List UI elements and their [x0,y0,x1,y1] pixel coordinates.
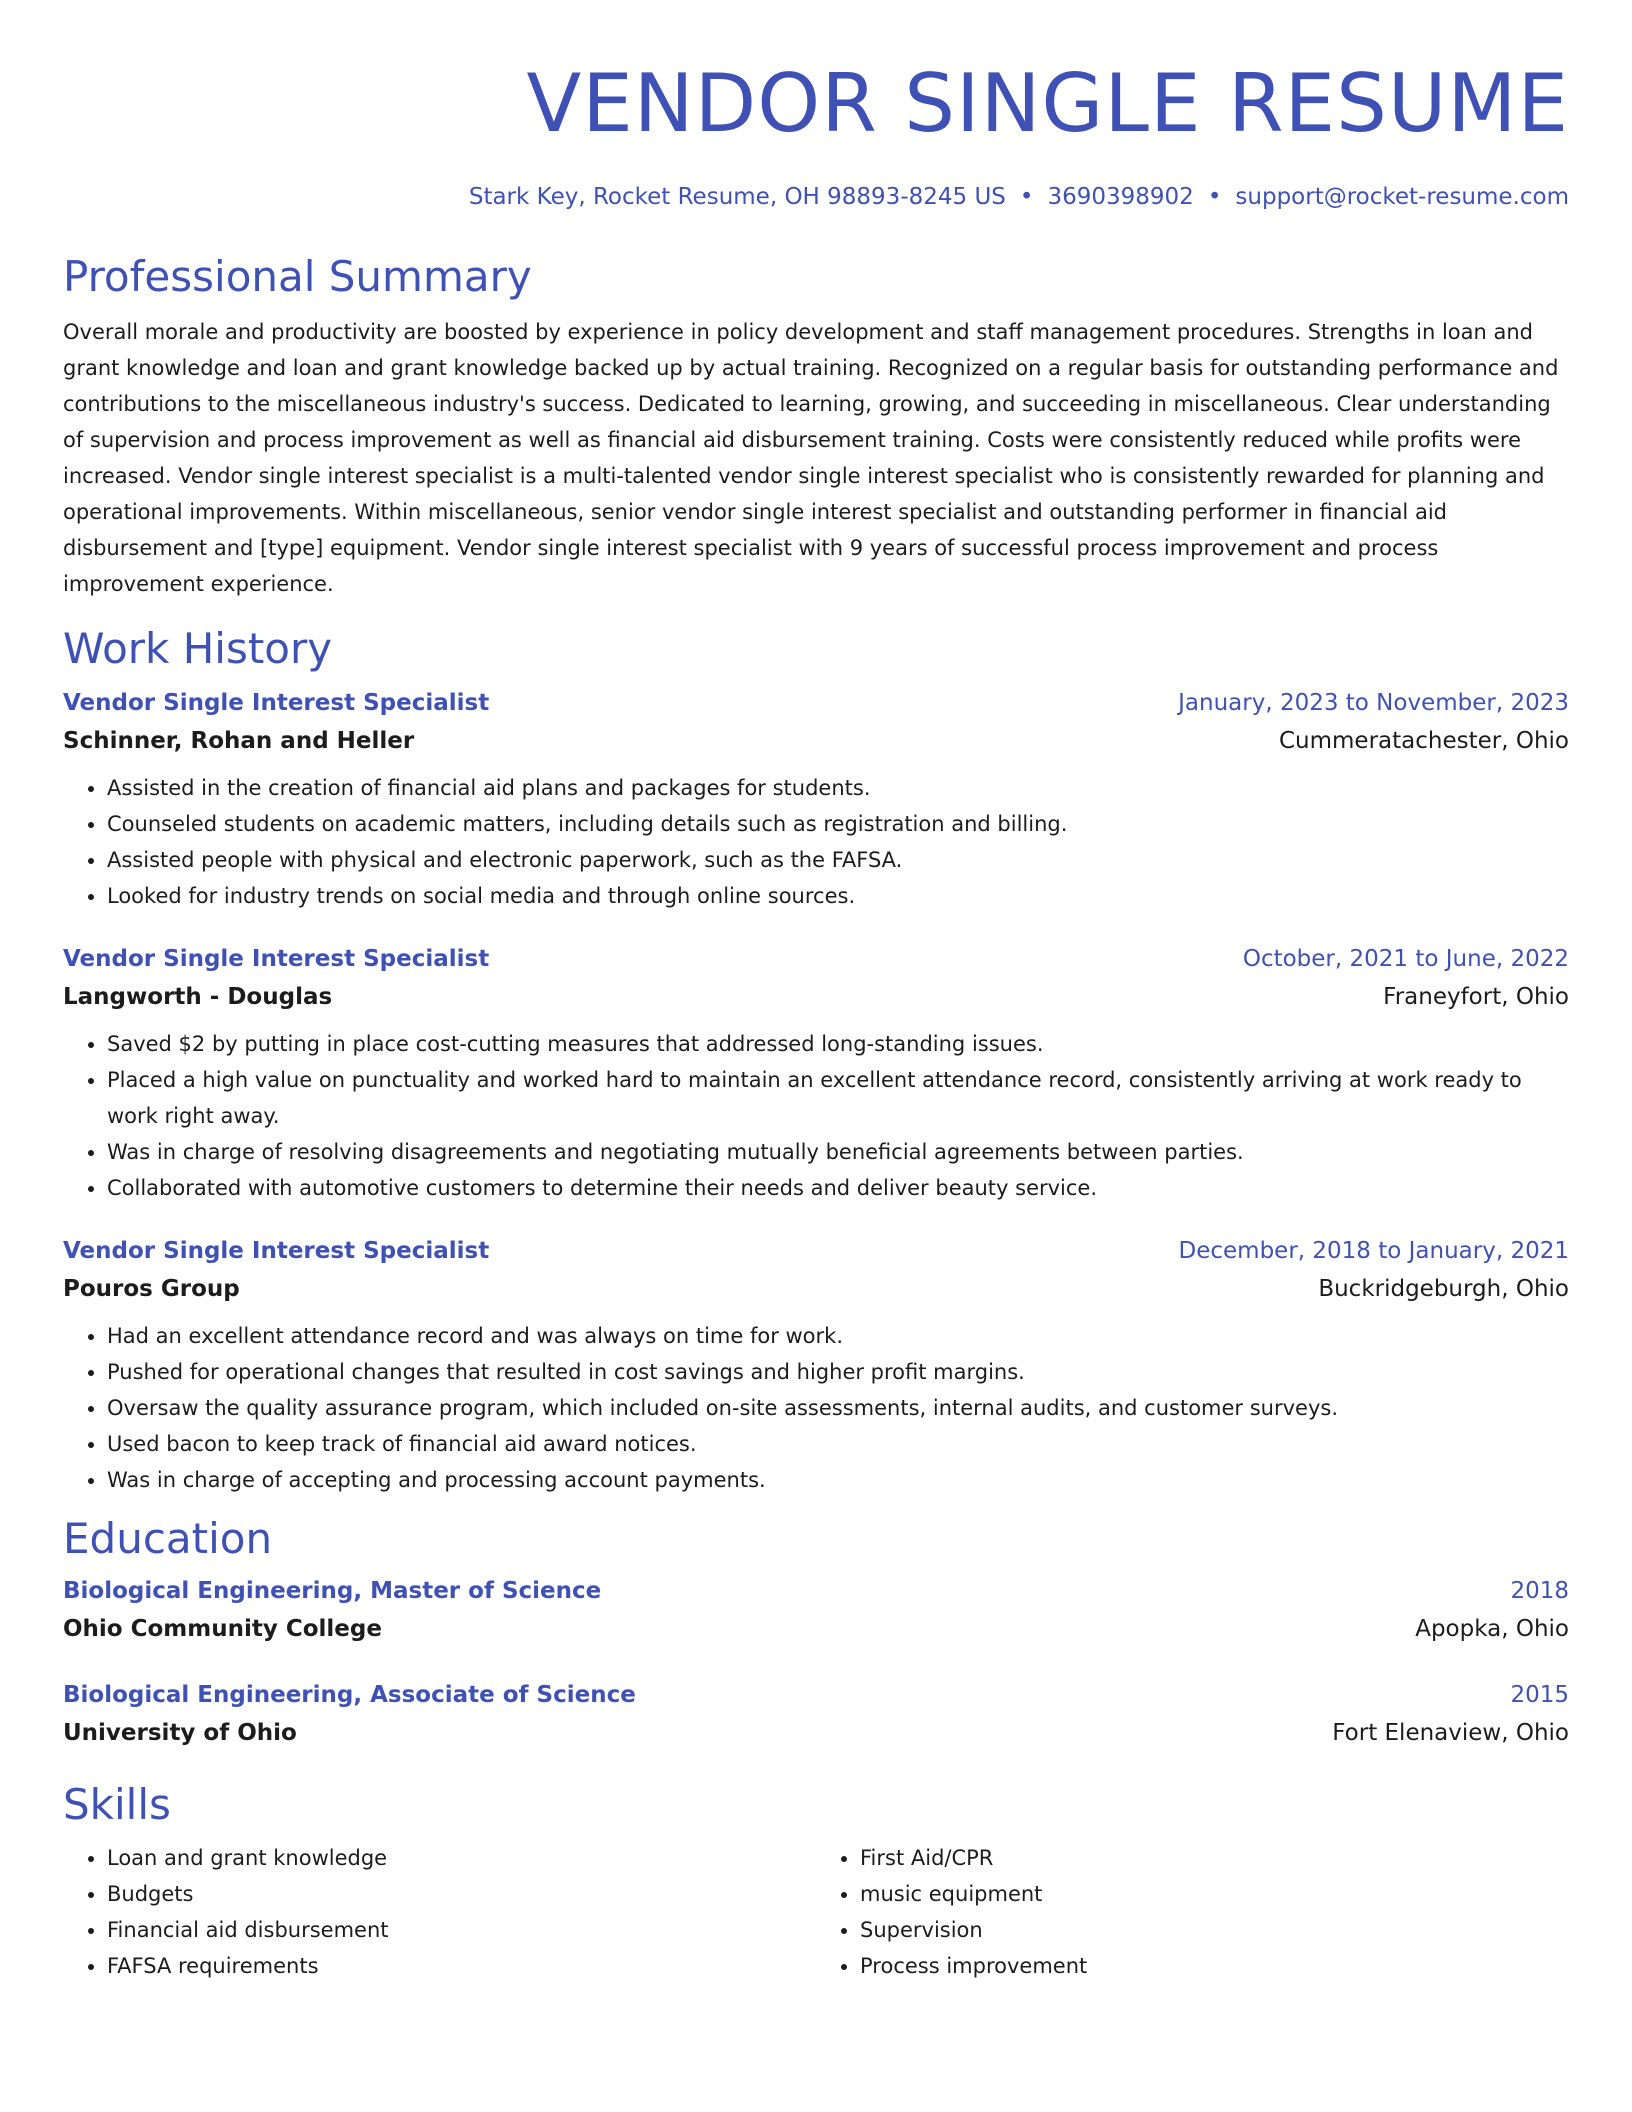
job-location: Buckridgeburgh, Ohio [1318,1276,1569,1302]
skill-item: • music equipment [860,1876,1569,1912]
skills-section [63,1780,1569,1984]
skill-item: • First Aid/CPR [860,1840,1569,1876]
education-heading: Education [63,1514,273,1563]
job-bullet: • Looked for industry trends on social media and through online sources. [107,878,1569,914]
contact-line [63,182,1569,212]
skills-heading: Skills [63,1780,171,1829]
job-dates: October, 2021 to June, 2022 [1242,946,1569,972]
skill-item: • Loan and grant knowledge [107,1840,816,1876]
education-entry [63,1676,1569,1752]
summary-heading: Professional Summary [63,252,532,301]
job-bullet: • Had an excellent attendance record and was always on time for work. [107,1318,1569,1354]
job-title: Vendor Single Interest Specialist [63,946,490,972]
job-company: Langworth - Douglas [63,984,333,1010]
work-history-section [63,624,1569,1498]
education-entry [63,1572,1569,1648]
job-bullet: • Pushed for operational changes that resulted in cost savings and higher profit margins. [107,1354,1569,1390]
resume-header [63,56,1569,212]
education-year: 2015 [1510,1682,1569,1708]
education-school: University of Ohio [63,1720,297,1746]
skills-column-left [63,1840,816,1984]
contact-phone: 3690398902 [1047,184,1194,210]
job-bullet: • Counseled students on academic matters, including details such as registration and billing. [107,806,1569,842]
education-degree: Biological Engineering, Associate of Science [63,1682,636,1708]
education-school-row [63,1714,1569,1752]
education-school: Ohio Community College [63,1616,382,1642]
skill-item: • Process improvement [860,1948,1569,1984]
contact-separator: • [1019,184,1034,210]
job-bullet: • Saved $2 by putting in place cost-cutting measures that addressed long-standing issues. [107,1026,1569,1062]
job-bullet: • Was in charge of resolving disagreements and negotiating mutually beneficial agreements between parties. [107,1134,1569,1170]
job-entry [63,1232,1569,1498]
skills-grid [63,1840,1569,1984]
job-bullet: • Oversaw the quality assurance program, which included on-site assessments, internal audits, and customer surveys. [107,1390,1569,1426]
contact-separator: • [1207,184,1222,210]
job-bullets [63,770,1569,914]
job-bullet: • Assisted people with physical and electronic paperwork, such as the FAFSA. [107,842,1569,878]
job-company: Pouros Group [63,1276,240,1302]
education-degree-row [63,1676,1569,1714]
job-dates: December, 2018 to January, 2021 [1178,1238,1569,1264]
job-bullet: • Used bacon to keep track of financial aid award notices. [107,1426,1569,1462]
job-title-row [63,684,1569,722]
skill-item: • Budgets [107,1876,816,1912]
summary-section [63,252,1569,602]
job-dates: January, 2023 to November, 2023 [1178,690,1569,716]
skill-item: • Financial aid disbursement [107,1912,816,1948]
contact-address: Stark Key, Rocket Resume, OH 98893-8245 US [468,184,1006,210]
job-company: Schinner, Rohan and Heller [63,728,415,754]
education-school-row [63,1610,1569,1648]
skills-column-right [816,1840,1569,1984]
job-location: Cummeratachester, Ohio [1278,728,1569,754]
education-location: Fort Elenaview, Ohio [1332,1720,1569,1746]
job-company-row [63,978,1569,1016]
job-bullet: • Placed a high value on punctuality and worked hard to maintain an excellent attendance record, consistently arriving at work ready to work right away. [107,1062,1569,1134]
job-title-row [63,940,1569,978]
education-degree-row [63,1572,1569,1610]
skill-item: • Supervision [860,1912,1569,1948]
education-section [63,1514,1569,1752]
job-company-row [63,722,1569,760]
education-year: 2018 [1510,1578,1569,1604]
job-bullet: • Assisted in the creation of financial aid plans and packages for students. [107,770,1569,806]
education-location: Apopka, Ohio [1415,1616,1569,1642]
work-history-heading: Work History [63,624,333,673]
job-location: Franeyfort, Ohio [1383,984,1569,1010]
contact-email: support@rocket-resume.com [1235,184,1569,210]
job-company-row [63,1270,1569,1308]
job-bullets [63,1318,1569,1498]
job-bullet: • Was in charge of accepting and processing account payments. [107,1462,1569,1498]
job-bullets [63,1026,1569,1206]
job-title: Vendor Single Interest Specialist [63,690,490,716]
job-entry [63,684,1569,914]
job-title-row [63,1232,1569,1270]
summary-text: Overall morale and productivity are boosted by experience in policy development and staff management procedures. Strengths in loan and grant knowledge and loan and grant knowledge backed up by actual training. Recognized on a regular basis for outstanding performance and contributions to the miscellaneous industry's success. Dedicated to learning, growing, and succeeding in miscellaneous. Clear understanding of supervision and process improvement as well as financial aid disbursement training. Costs were consistently reduced while profits were increased. Vendor single interest specialist is a multi-talented vendor single interest specialist who is consistently rewarded for planning and operational improvements. Within miscellaneous, senior vendor single interest specialist and outstanding performer in financial aid disbursement and [type] equipment. Vendor single interest specialist with 9 years of successful process improvement and process improvement experience. [63,320,1559,596]
job-bullet: • Collaborated with automotive customers to determine their needs and deliver beauty service. [107,1170,1569,1206]
job-entry [63,940,1569,1206]
candidate-name: VENDOR SINGLE RESUME [526,57,1569,150]
skill-item: • FAFSA requirements [107,1948,816,1984]
education-degree: Biological Engineering, Master of Science [63,1578,602,1604]
job-title: Vendor Single Interest Specialist [63,1238,490,1264]
